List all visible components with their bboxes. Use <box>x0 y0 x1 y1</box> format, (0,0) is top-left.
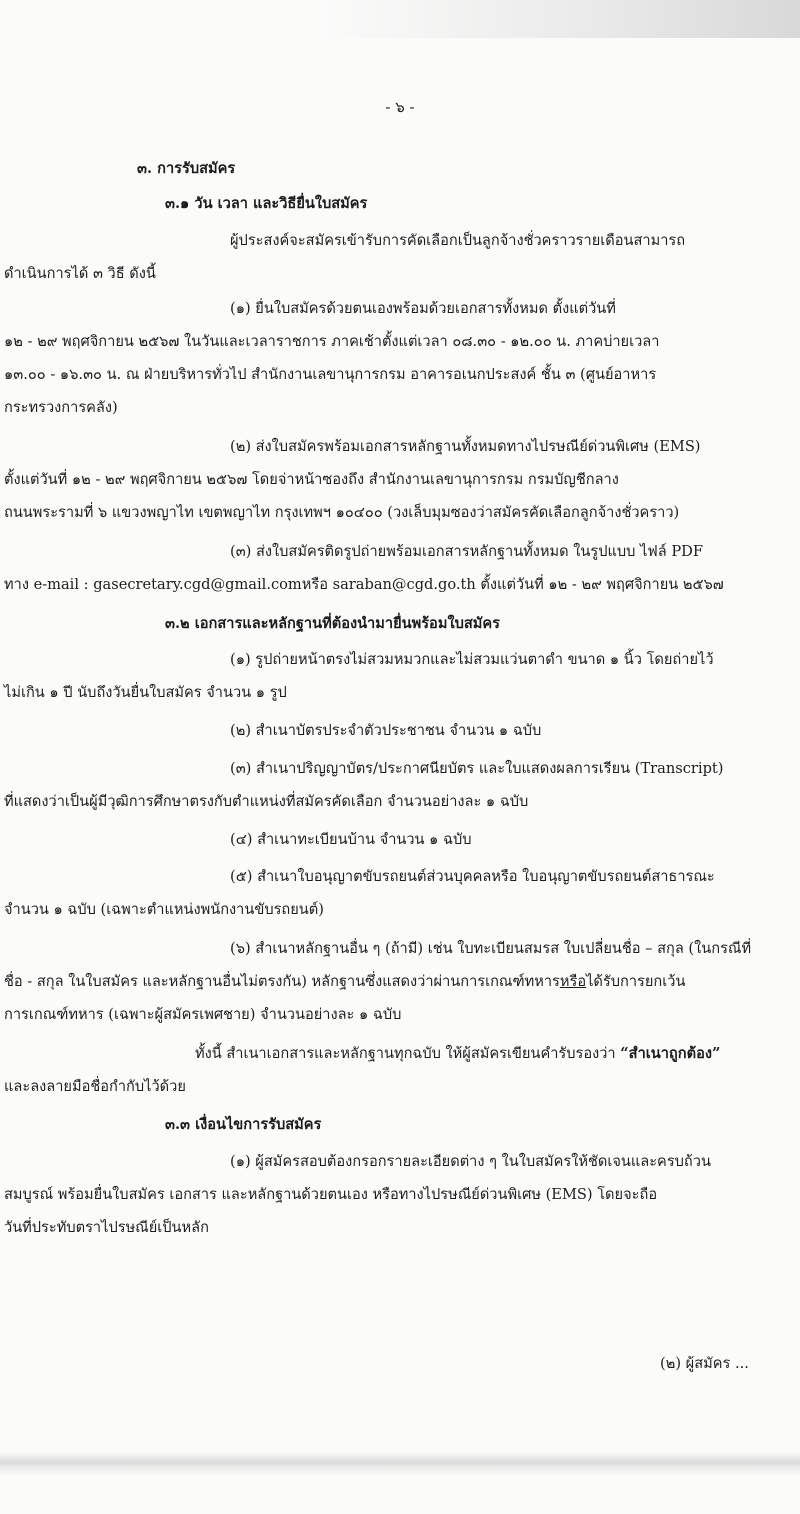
doc-1-line-2: ไม่เกิน ๑ ปี นับถึงวันยื่นใบสมัคร จำนวน ๑ รูป <box>4 684 287 701</box>
method-3-line-1: (๓) ส่งใบสมัครติดรูปถ่ายพร้อมเอกสารหลักฐานทั้งหมด ในรูปแบบ ไฟล์ PDF <box>230 543 703 560</box>
method-1-line-4: กระทรวงการคลัง) <box>4 399 118 416</box>
method-2-line-2: ตั้งแต่วันที่ ๑๒ - ๒๙ พฤศจิกายน ๒๕๖๗ โดยจ่าหน้าซองถึง สำนักงานเลขานุการกรม กรมบัญชีกลาง <box>4 471 619 488</box>
note-text: ทั้งนี้ สำเนาเอกสารและหลักฐานทุกฉบับ ให้ผู้สมัครเขียนคำรับรองว่า <box>195 1045 621 1062</box>
doc-3-line-2: ที่แสดงว่าเป็นผู้มีวุฒิการศึกษาตรงกับตำแหน่งที่สมัครคัดเลือก จำนวนอย่างละ ๑ ฉบับ <box>4 793 529 810</box>
cond-1-line-1: (๑) ผู้สมัครสอบต้องกรอกรายละเอียดต่าง ๆ ในใบสมัครให้ชัดเจนและครบถ้วน <box>230 1153 711 1170</box>
note-certified-phrase: “สำเนาถูกต้อง” <box>620 1045 721 1062</box>
doc-5-line-1: (๕) สำเนาใบอนุญาตขับรถยนต์ส่วนบุคคลหรือ ใบอนุญาตขับรถยนต์สาธารณะ <box>230 868 715 885</box>
doc-5-line-2: จำนวน ๑ ฉบับ (เฉพาะตำแหน่งพนักงานขับรถยนต์) <box>4 901 324 918</box>
section-3-heading: ๓. การรับสมัคร <box>137 160 236 177</box>
doc-3-line-1: (๓) สำเนาปริญญาบัตร/ประกาศนียบัตร และใบแสดงผลการเรียน (Transcript) <box>230 760 724 777</box>
doc-6-line-3: การเกณฑ์ทหาร (เฉพาะผู้สมัครเพศชาย) จำนวนอย่างละ ๑ ฉบับ <box>4 1006 402 1023</box>
intro-line-2: ดำเนินการได้ ๓ วิธี ดังนี้ <box>4 265 156 282</box>
doc-6-line-2 <box>4 971 685 993</box>
cond-1-line-2: สมบูรณ์ พร้อมยื่นใบสมัคร เอกสาร และหลักฐานด้วยตนเอง หรือทางไปรษณีย์ด่วนพิเศษ (EMS) โดยจะถือ <box>4 1186 658 1203</box>
cond-1-line-3: วันที่ประทับตราไปรษณีย์เป็นหลัก <box>4 1219 209 1236</box>
note-line-2: และลงลายมือชื่อกำกับไว้ด้วย <box>4 1078 186 1095</box>
method-1-line-2: ๑๒ - ๒๙ พฤศจิกายน ๒๕๖๗ ในวันและเวลาราชการ ภาคเช้าตั้งแต่เวลา ๐๘.๓๐ - ๑๒.๐๐ น. ภาคบ่ายเวลา <box>4 333 660 350</box>
section-3-2-heading: ๓.๒ เอกสารและหลักฐานที่ต้องนำมายื่นพร้อมใบสมัคร <box>165 615 500 632</box>
method-1-line-1: (๑) ยื่นใบสมัครด้วยตนเองพร้อมด้วยเอกสารทั้งหมด ตั้งแต่วันที่ <box>230 300 616 317</box>
page-number: - ๖ - <box>385 98 415 116</box>
doc-6-underlined-word: หรือ <box>559 973 587 990</box>
doc-6-line-2-end: ได้รับการยกเว้น <box>586 973 686 990</box>
doc-2: (๒) สำเนาบัตรประจำตัวประชาชน จำนวน ๑ ฉบับ <box>230 722 542 739</box>
note-line-1 <box>195 1043 720 1065</box>
doc-1-line-1: (๑) รูปถ่ายหน้าตรงไม่สวมหมวกและไม่สวมแว่นตาดำ ขนาด ๑ นิ้ว โดยถ่ายไว้ <box>230 651 714 668</box>
section-3-1-heading: ๓.๑ วัน เวลา และวิธียื่นใบสมัคร <box>165 195 368 212</box>
doc-6-line-2-start: ชื่อ - สกุล ในใบสมัคร และหลักฐานอื่นไม่ตรงกัน) หลักฐานซึ่งแสดงว่าผ่านการเกณฑ์ทหาร <box>4 973 560 990</box>
method-2-line-3: ถนนพระรามที่ ๖ แขวงพญาไท เขตพญาไท กรุงเทพฯ ๑๐๔๐๐ (วงเล็บมุมซองว่าสมัครคัดเลือกลูกจ้างชั่วคราว) <box>4 504 680 521</box>
method-2-line-1: (๒) ส่งใบสมัครพร้อมเอกสารหลักฐานทั้งหมดทางไปรษณีย์ด่วนพิเศษ (EMS) <box>230 438 701 455</box>
section-3-3-heading: ๓.๓ เงื่อนไขการรับสมัคร <box>165 1116 322 1133</box>
scan-shadow-bottom <box>0 1452 800 1476</box>
scan-shadow-top <box>0 0 800 38</box>
method-1-line-3: ๑๓.๐๐ - ๑๖.๓๐ น. ณ ฝ่ายบริหารทั่วไป สำนักงานเลขานุการกรม อาคารอเนกประสงค์ ชั้น ๓ (ศูนย์อาหาร <box>4 366 657 383</box>
intro-line-1: ผู้ประสงค์จะสมัครเข้ารับการคัดเลือกเป็นลูกจ้างชั่วคราวรายเดือนสามารถ <box>230 232 686 249</box>
doc-4: (๔) สำเนาทะเบียนบ้าน จำนวน ๑ ฉบับ <box>230 831 472 848</box>
method-3-line-2: ทาง e-mail : gasecretary.cgd@gmail.comหรือ saraban@cgd.go.th ตั้งแต่วันที่ ๑๒ - ๒๙ พฤศจิกายน ๒๕๖๗ <box>4 576 724 593</box>
continuation-marker: (๒) ผู้สมัคร ... <box>660 1355 749 1372</box>
doc-6-line-1: (๖) สำเนาหลักฐานอื่น ๆ (ถ้ามี) เช่น ใบทะเบียนสมรส ใบเปลี่ยนชื่อ – สกุล (ในกรณีที่ <box>230 940 752 957</box>
